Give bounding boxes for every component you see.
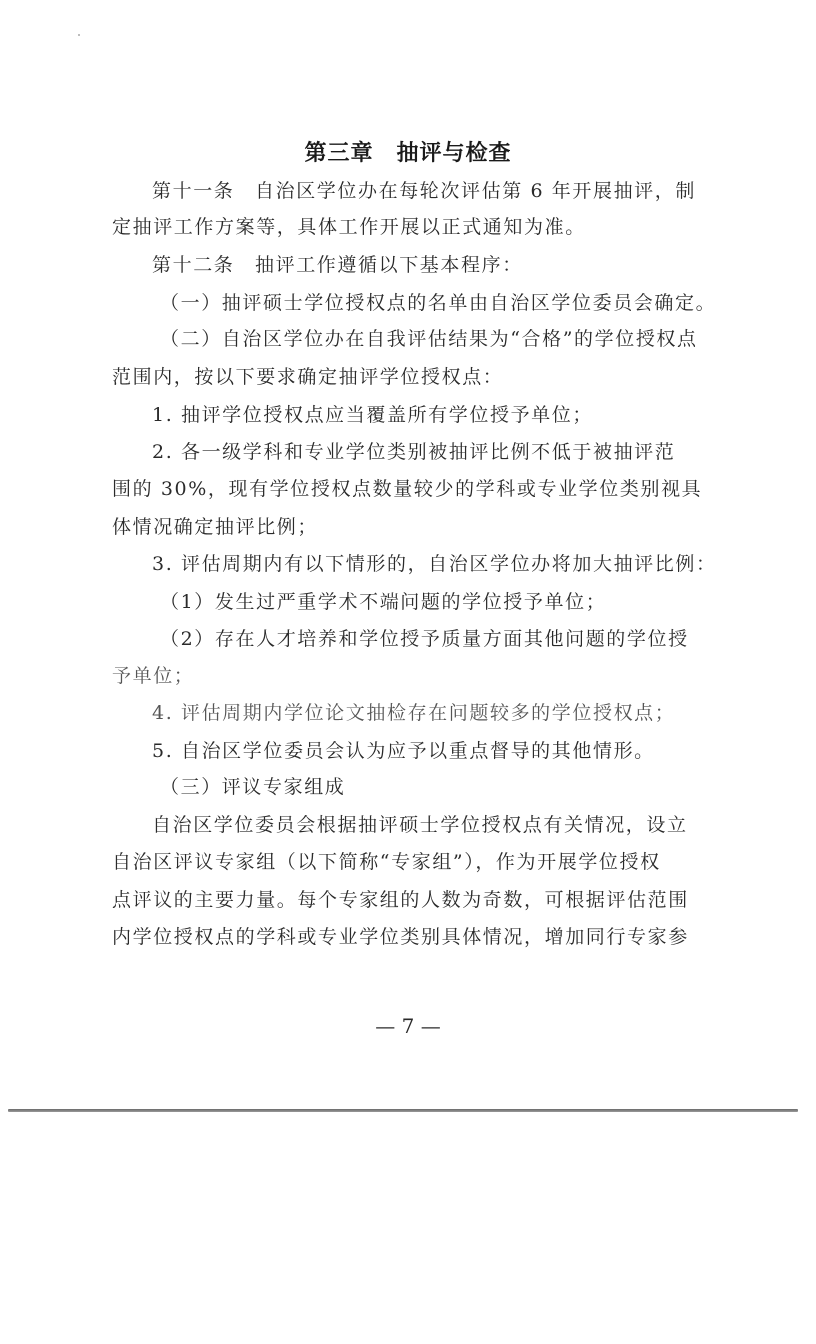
list-item-line: 2. 各一级学科和专业学位类别被抽评比例不低于被抽评范 — [152, 441, 676, 463]
list-item-line: （2）存在人才培养和学位授予质量方面其他问题的学位授 — [160, 628, 689, 650]
list-item-line: 1. 抽评学位授权点应当覆盖所有学位授予单位； — [152, 404, 593, 426]
paragraph-line: 点评议的主要力量。每个专家组的人数为奇数，可根据评估范围 — [112, 889, 689, 911]
paragraph-line: （一）抽评硕士学位授权点的名单由自治区学位委员会确定。 — [160, 292, 717, 314]
paragraph-line: 予单位； — [112, 665, 195, 687]
list-item-line: 5. 自治区学位委员会认为应予以重点督导的其他情形。 — [152, 740, 655, 762]
page-number: — 7 — — [375, 1014, 441, 1038]
paragraph-line: 围的 30%，现有学位授权点数量较少的学科或专业学位类别视具 — [112, 478, 703, 500]
paragraph-line: 内学位授权点的学科或专业学位类别具体情况，增加同行专家参 — [112, 926, 689, 948]
scan-edge-line — [8, 1109, 798, 1112]
paragraph-line: （二）自治区学位办在自我评估结果为“合格”的学位授权点 — [160, 328, 698, 350]
paragraph-line: 第十二条 抽评工作遵循以下基本程序： — [152, 254, 523, 276]
scan-speck — [78, 34, 80, 36]
chapter-title: 第三章 抽评与检查 — [304, 141, 512, 166]
paragraph-line: 体情况确定抽评比例； — [112, 516, 319, 538]
list-item-line: （1）发生过严重学术不端问题的学位授予单位； — [160, 591, 607, 613]
paragraph-line: 自治区学位委员会根据抽评硕士学位授权点有关情况，设立 — [152, 814, 688, 836]
paragraph-line: 第十一条 自治区学位办在每轮次评估第 6 年开展抽评，制 — [152, 180, 696, 202]
list-item-line: 4. 评估周期内学位论文抽检存在问题较多的学位授权点； — [152, 702, 676, 724]
list-item-line: 3. 评估周期内有以下情形的，自治区学位办将加大抽评比例： — [152, 553, 717, 575]
section-heading-line: （三）评议专家组成 — [160, 776, 346, 798]
paragraph-line: 定抽评工作方案等，具体工作开展以正式通知为准。 — [112, 216, 586, 238]
paragraph-line: 自治区评议专家组（以下简称“专家组”），作为开展学位授权 — [112, 851, 661, 873]
paragraph-line: 范围内，按以下要求确定抽评学位授权点： — [112, 366, 504, 388]
